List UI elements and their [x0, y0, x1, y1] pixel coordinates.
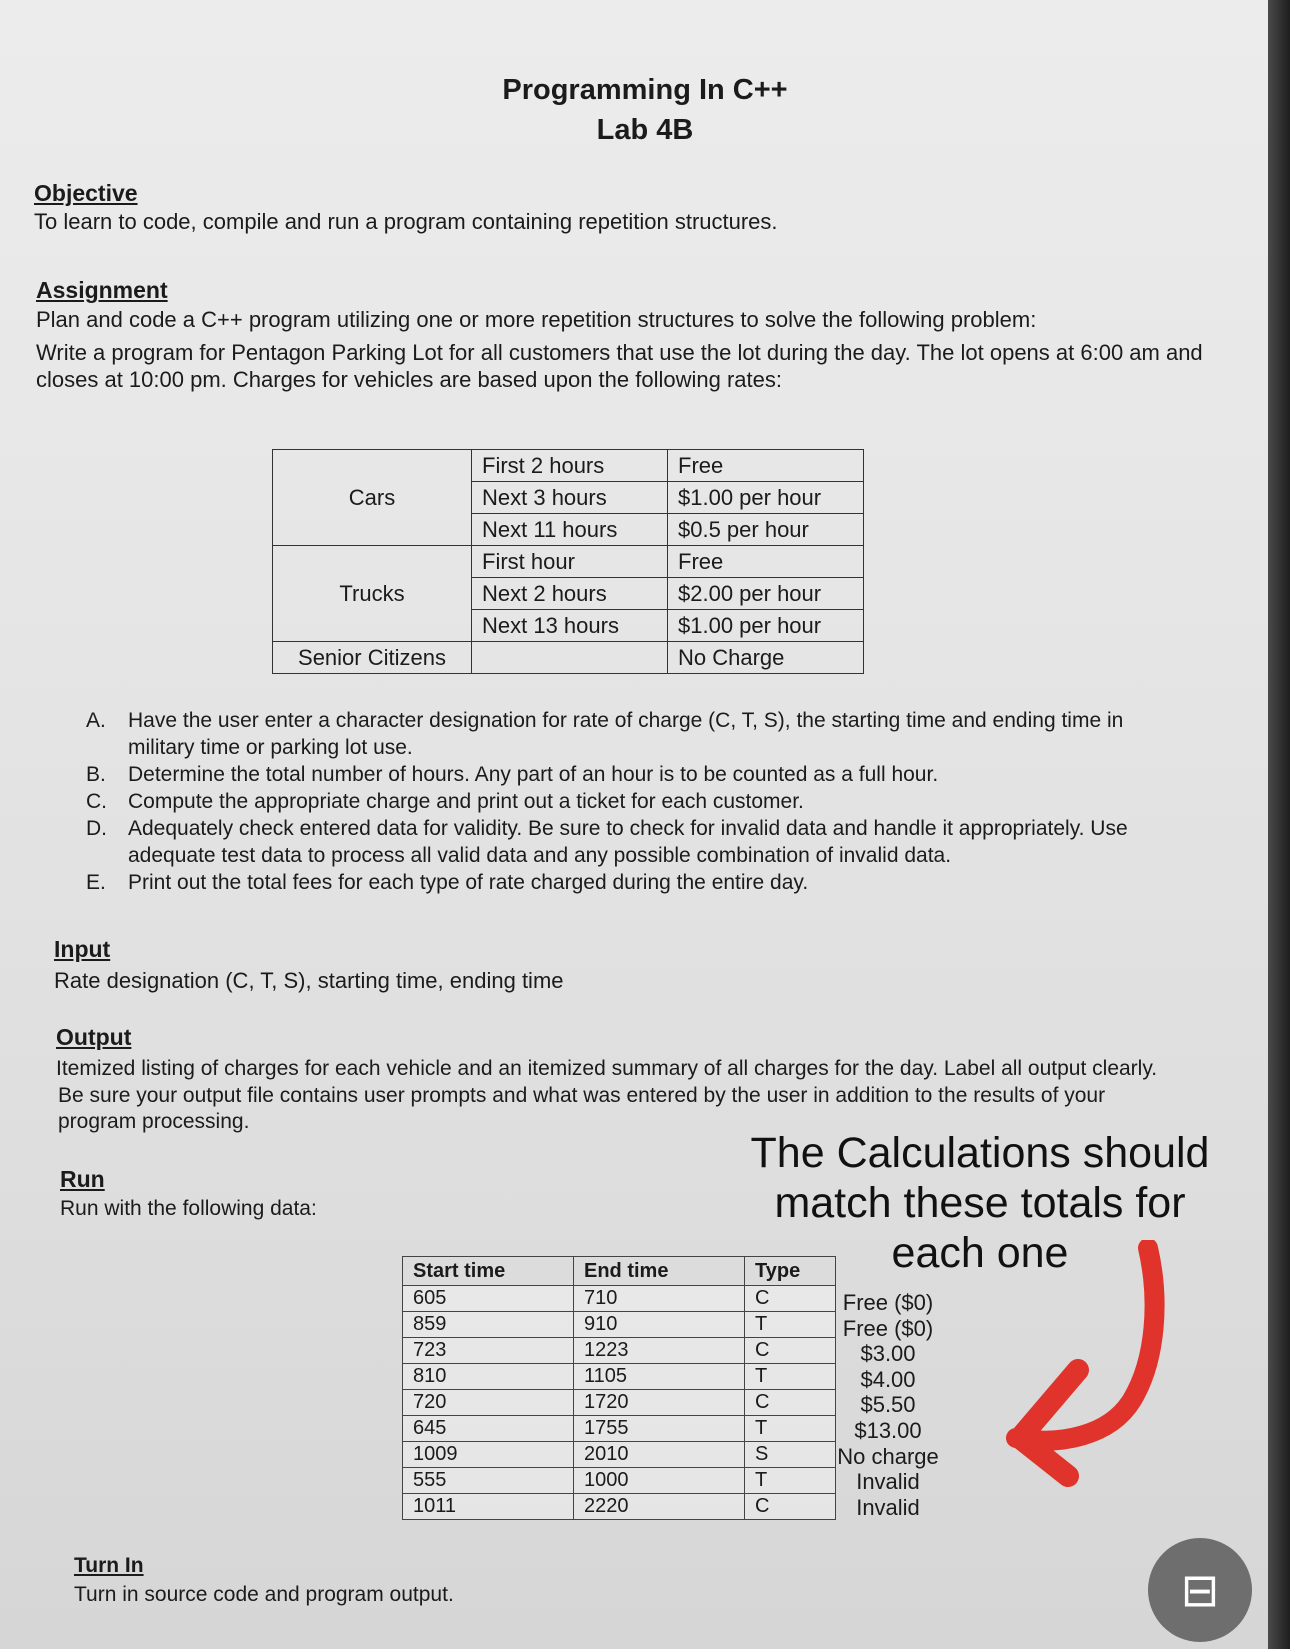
- note-line-1: The Calculations should: [750, 1129, 1210, 1177]
- table-row: [403, 1364, 836, 1390]
- item-letter: D.: [86, 817, 107, 840]
- vehicle-type: S: [745, 1442, 836, 1468]
- vehicle-type: C: [745, 1494, 836, 1520]
- rate-period-empty: [472, 642, 668, 674]
- item-letter: C.: [86, 790, 107, 813]
- end-time: 910: [574, 1312, 745, 1338]
- category-cars: Cars: [273, 450, 472, 546]
- start-time: 720: [403, 1390, 574, 1416]
- text-scan-icon: ⊟: [1180, 1563, 1220, 1617]
- device-bezel: [1268, 0, 1290, 1649]
- live-text-scan-button[interactable]: [1148, 1538, 1252, 1642]
- vehicle-type: C: [745, 1286, 836, 1312]
- list-item: [86, 788, 1216, 815]
- column-header: Start time: [403, 1257, 574, 1286]
- output-line-3: program processing.: [58, 1110, 250, 1133]
- end-time: 1105: [574, 1364, 745, 1390]
- end-time: 1720: [574, 1390, 745, 1416]
- rate-period: First 2 hours: [472, 450, 668, 482]
- note-line-3: each one: [891, 1229, 1069, 1277]
- item-letter: E.: [86, 871, 106, 894]
- end-time: 1755: [574, 1416, 745, 1442]
- run-heading: Run: [60, 1166, 105, 1192]
- rate-value: $2.00 per hour: [668, 578, 864, 610]
- item-text: Determine the total number of hours. Any part of an hour is to be counted as a full hour.: [128, 763, 939, 786]
- run-data-table: [402, 1256, 836, 1520]
- vehicle-type: C: [745, 1338, 836, 1364]
- rate-value: Free: [668, 450, 864, 482]
- objective-text: To learn to code, compile and run a program containing repetition structures.: [34, 209, 778, 234]
- rate-period: Next 3 hours: [472, 482, 668, 514]
- list-item: [86, 707, 1216, 734]
- result-value: Invalid: [856, 1494, 920, 1520]
- result-value: $5.50: [860, 1392, 916, 1418]
- vehicle-type: T: [745, 1312, 836, 1338]
- end-time: 1223: [574, 1338, 745, 1364]
- input-text: Rate designation (C, T, S), starting time, ending time: [54, 968, 564, 993]
- table-row: [403, 1494, 836, 1520]
- table-row: [403, 1416, 836, 1442]
- table-row: [403, 1442, 836, 1468]
- output-line-1: Itemized listing of charges for each vehicle and an itemized summary of all charges for the day. Label all output clearly.: [56, 1057, 1158, 1080]
- result-value: $13.00: [854, 1417, 922, 1443]
- rate-value: $1.00 per hour: [668, 610, 864, 642]
- result-value: $4.00: [860, 1366, 916, 1392]
- list-item: [86, 869, 1216, 896]
- start-time: 605: [403, 1286, 574, 1312]
- end-time: 2010: [574, 1442, 745, 1468]
- result-value: No charge: [837, 1443, 939, 1469]
- vehicle-type: C: [745, 1390, 836, 1416]
- rate-period: First hour: [472, 546, 668, 578]
- rates-table: [272, 449, 864, 674]
- red-arrow-icon: [920, 1240, 1180, 1500]
- requirements-list: [86, 707, 1216, 896]
- result-value: Free ($0): [842, 1290, 934, 1315]
- category-trucks: Trucks: [273, 546, 472, 642]
- table-row: [403, 1338, 836, 1364]
- assignment-line-3: closes at 10:00 pm. Charges for vehicles are based upon the following rates:: [36, 367, 782, 392]
- vehicle-type: T: [745, 1364, 836, 1390]
- output-heading: Output: [56, 1024, 132, 1050]
- list-item: [86, 815, 1216, 842]
- start-time: 1009: [403, 1442, 574, 1468]
- item-text: adequate test data to process all valid data and any possible combination of invalid data.: [128, 844, 952, 867]
- rate-value: No Charge: [668, 642, 864, 674]
- start-time: 859: [403, 1312, 574, 1338]
- item-text: military time or parking lot use.: [128, 736, 413, 759]
- start-time: 645: [403, 1416, 574, 1442]
- rate-row: [273, 450, 864, 482]
- rate-period: Next 11 hours: [472, 514, 668, 546]
- column-header: End time: [574, 1257, 745, 1286]
- result-value: Free ($0): [842, 1315, 934, 1341]
- page-subtitle: Lab 4B: [596, 114, 694, 146]
- start-time: 1011: [403, 1494, 574, 1520]
- table-row: [403, 1312, 836, 1338]
- rate-row: [273, 642, 864, 674]
- end-time: 1000: [574, 1468, 745, 1494]
- input-heading: Input: [54, 936, 111, 962]
- turnin-heading: Turn In: [74, 1554, 144, 1577]
- objective-heading: Objective: [34, 180, 138, 206]
- start-time: 723: [403, 1338, 574, 1364]
- rate-period: Next 2 hours: [472, 578, 668, 610]
- turnin-text: Turn in source code and program output.: [74, 1583, 454, 1606]
- item-text: Adequately check entered data for validity. Be sure to check for invalid data and handle it appropriately. Use: [128, 817, 1128, 840]
- item-text: Have the user enter a character designation for rate of charge (C, T, S), the starting time and ending time in: [128, 709, 1124, 732]
- rate-row: [273, 546, 864, 578]
- list-item: [86, 761, 1216, 788]
- assignment-line-2: Write a program for Pentagon Parking Lot for all customers that use the lot during the day. The lot opens at 6:00 am and: [36, 340, 1203, 365]
- rate-period: Next 13 hours: [472, 610, 668, 642]
- category-seniors: Senior Citizens: [273, 642, 472, 674]
- rate-value: Free: [668, 546, 864, 578]
- assignment-line-1: Plan and code a C++ program utilizing one or more repetition structures to solve the following problem:: [36, 307, 1037, 332]
- run-text: Run with the following data:: [60, 1197, 317, 1220]
- assignment-heading: Assignment: [36, 277, 168, 303]
- list-item-cont: [86, 842, 1216, 869]
- end-time: 710: [574, 1286, 745, 1312]
- vehicle-type: T: [745, 1468, 836, 1494]
- result-value: $3.00: [860, 1341, 916, 1367]
- item-text: Print out the total fees for each type of rate charged during the entire day.: [128, 871, 809, 894]
- output-line-2: Be sure your output file contains user prompts and what was entered by the user in addition to the results of your: [58, 1084, 1106, 1107]
- table-row: [403, 1390, 836, 1416]
- page-title: Programming In C++: [502, 74, 788, 106]
- column-header: Type: [745, 1257, 836, 1286]
- item-letter: B.: [86, 763, 106, 786]
- list-item-cont: [86, 734, 1216, 761]
- note-line-2: match these totals for: [774, 1179, 1186, 1227]
- start-time: 810: [403, 1364, 574, 1390]
- vehicle-type: T: [745, 1416, 836, 1442]
- item-letter: A.: [86, 709, 106, 732]
- item-text: Compute the appropriate charge and print out a ticket for each customer.: [128, 790, 804, 813]
- table-row: [403, 1286, 836, 1312]
- rate-value: $0.5 per hour: [668, 514, 864, 546]
- result-value: Invalid: [856, 1469, 920, 1495]
- end-time: 2220: [574, 1494, 745, 1520]
- rate-value: $1.00 per hour: [668, 482, 864, 514]
- table-row: [403, 1468, 836, 1494]
- start-time: 555: [403, 1468, 574, 1494]
